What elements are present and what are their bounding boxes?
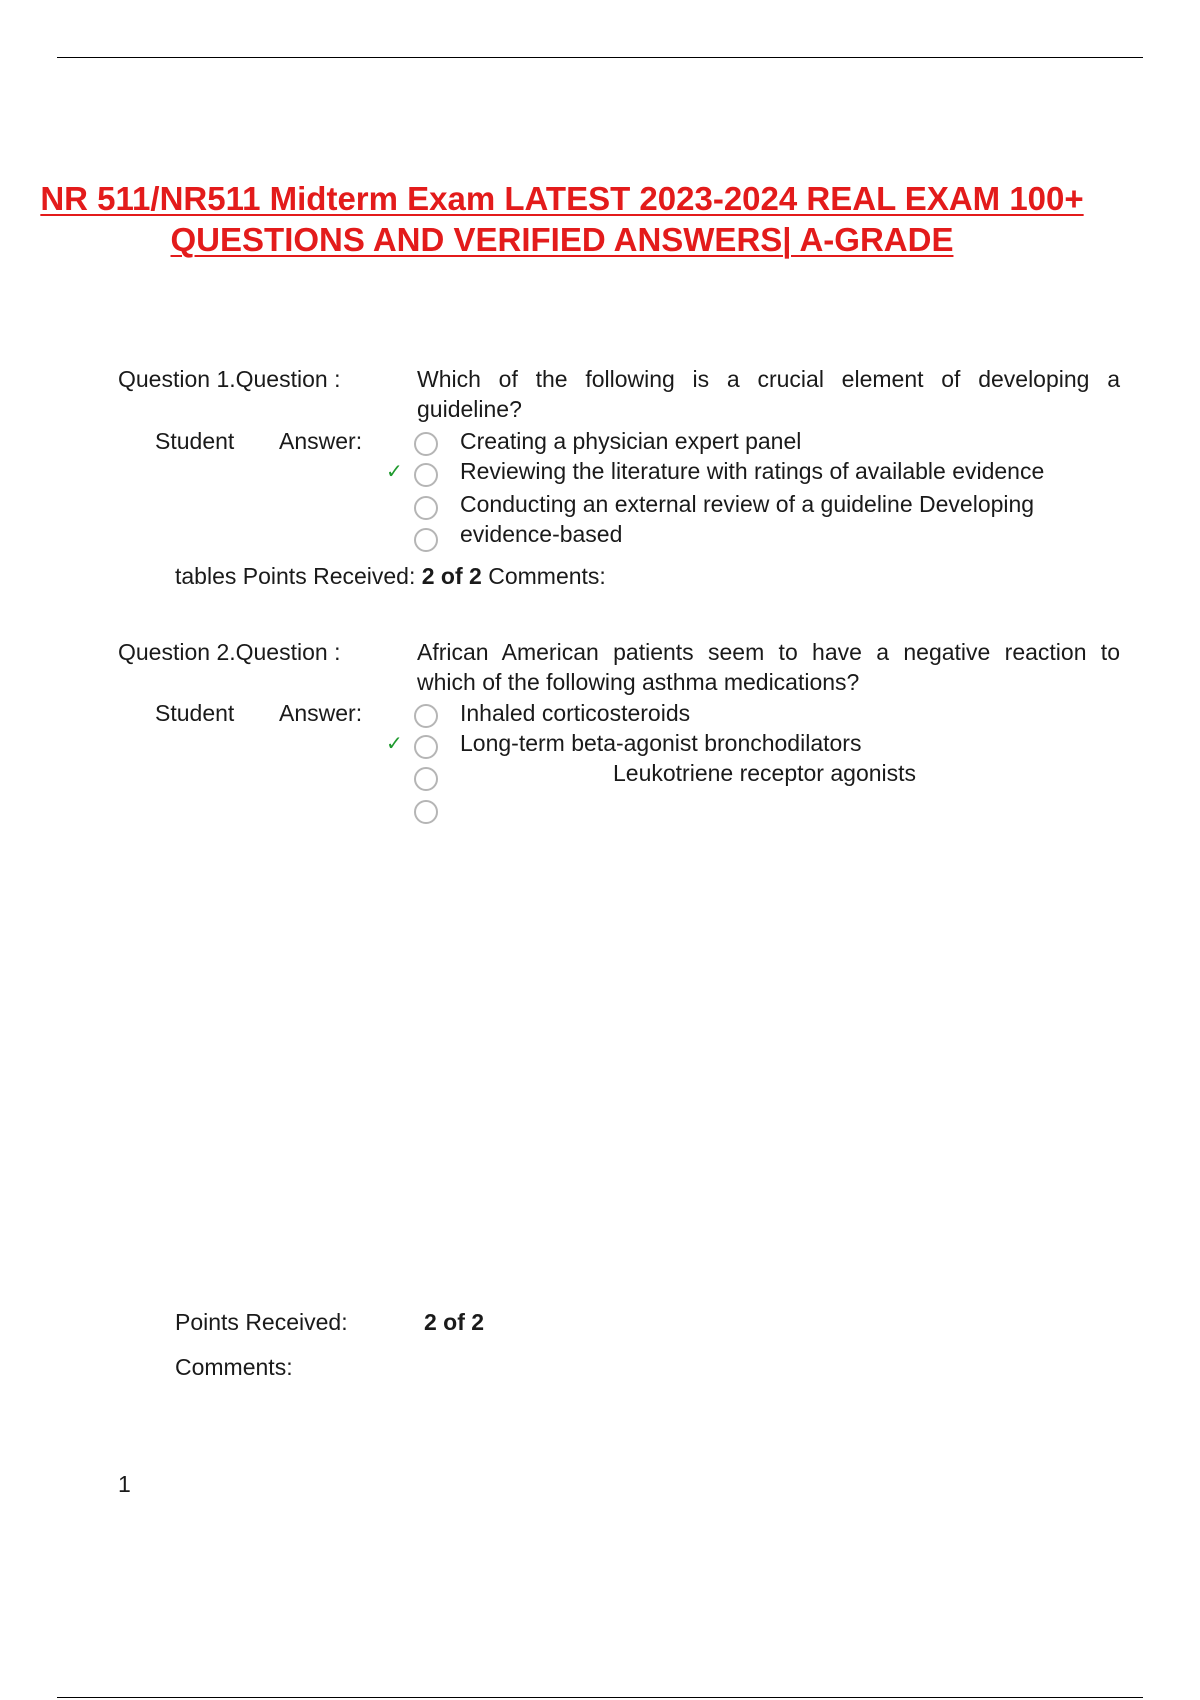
answer-option: Creating a physician expert panel [460,428,802,454]
answer-option: evidence-based [460,521,623,547]
radio-button-icon[interactable] [414,704,438,728]
page-number: 1 [118,1471,131,1497]
points-line [175,561,606,591]
points-value: 2 of 2 [424,1309,485,1335]
question-text [417,637,1120,697]
radio-button-icon[interactable] [414,463,438,487]
answer-label: Answer: [279,428,363,454]
answer-option-correct: Reviewing the literature with ratings of available evidence [460,458,1045,484]
question-label: Question 2.Question : [118,639,341,665]
question-text [417,364,1120,424]
radio-button-icon[interactable] [414,735,438,759]
question-text-line: African American patients seem to have a negative reaction to [417,639,1120,665]
radio-button-icon[interactable] [414,432,438,456]
points-prefix: tables Points Received: [175,563,416,589]
radio-button-icon[interactable] [414,496,438,520]
document-title [0,178,1124,260]
radio-button-icon[interactable] [414,800,438,824]
answer-option: Inhaled corticosteroids [460,700,691,726]
question-text-line: Which of the following is a crucial element of developing a [417,366,1120,392]
comments-label: Comments: [488,563,606,589]
points-label: Points Received: [175,1309,348,1335]
answer-option: Conducting an external review of a guideline Developing [460,491,1035,517]
check-mark-icon: ✓ [386,733,403,755]
answer-label: Answer: [279,700,363,726]
answer-option-correct: Long-term beta-agonist bronchodilators [460,730,862,756]
question-text-line: which of the following asthma medications? [417,669,860,695]
answer-option: Leukotriene receptor agonists [613,760,917,786]
question-text-line: guideline? [417,396,522,422]
question-label: Question 1.Question : [118,366,341,392]
radio-button-icon[interactable] [414,528,438,552]
radio-button-icon[interactable] [414,767,438,791]
check-mark-icon: ✓ [386,461,403,483]
student-label: Student [155,428,235,454]
points-value: 2 of 2 [421,563,482,589]
bottom-rule [57,1697,1143,1698]
title-line-1: NR 511/NR511 Midterm Exam LATEST 2023-2024 REAL EXAM 100+ [40,180,1084,217]
comments-label: Comments: [175,1354,293,1380]
student-label: Student [155,700,235,726]
title-line-2: QUESTIONS AND VERIFIED ANSWERS| A-GRADE [170,221,954,258]
top-rule [57,57,1143,58]
